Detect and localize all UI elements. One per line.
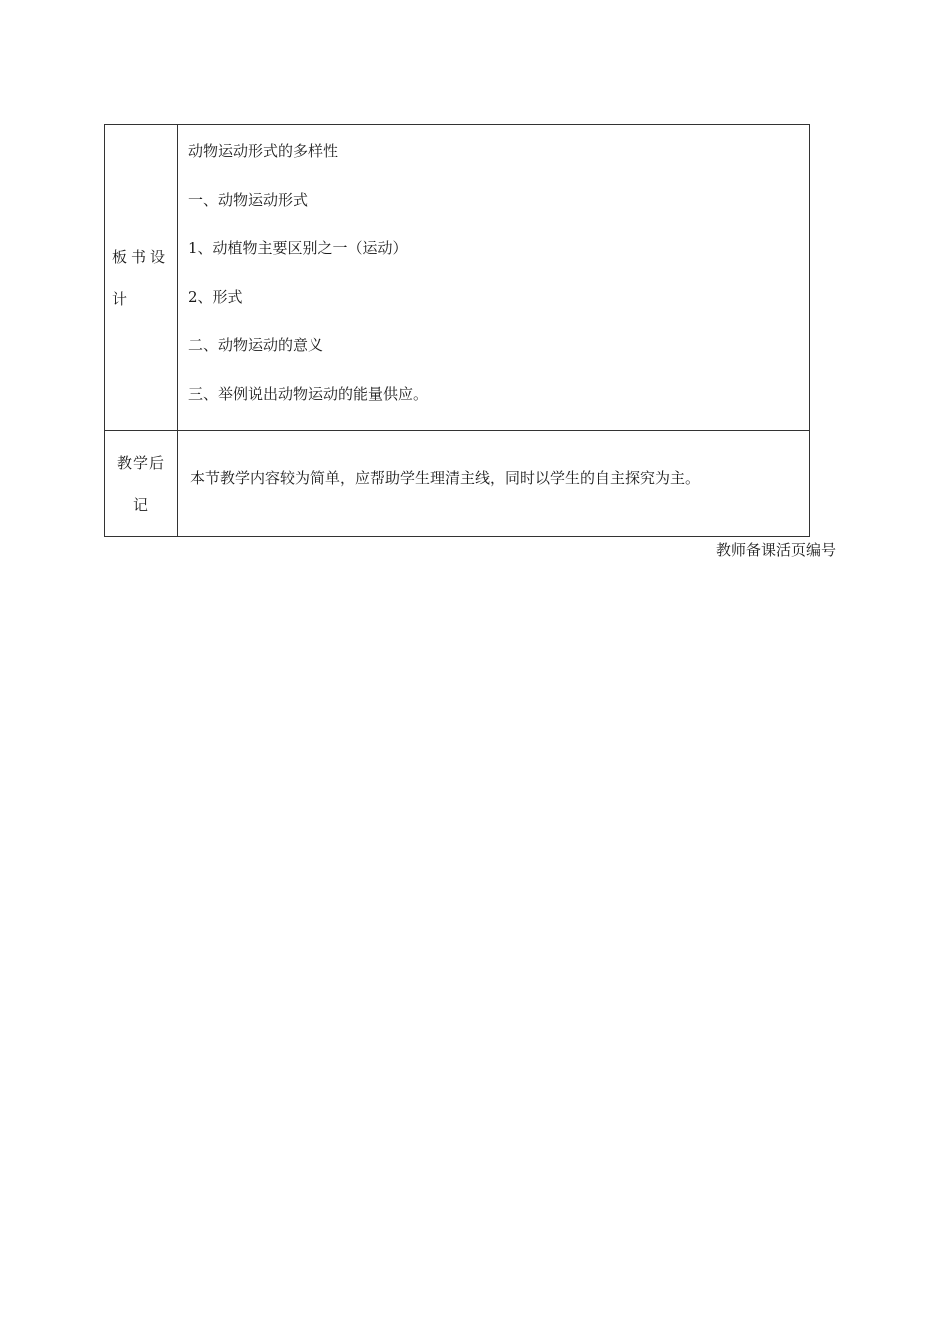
board-design-line: 2、形式 bbox=[188, 287, 243, 306]
post-lesson-notes-text: 本节教学内容较为简单，应帮助学生理清主线，同时以学生的自主探究为主。 bbox=[190, 468, 701, 487]
board-design-line: 二、动物运动的意义 bbox=[188, 336, 324, 354]
board-design-line: 三、举例说出动物运动的能量供应。 bbox=[188, 384, 429, 403]
post-lesson-notes-label-cell bbox=[105, 431, 178, 537]
board-design-content-cell bbox=[178, 125, 810, 431]
post-lesson-notes-label: 教学后记 bbox=[116, 453, 165, 514]
board-design-title: 动物运动形式的多样性 bbox=[188, 142, 339, 160]
board-design-label-cell bbox=[105, 125, 178, 431]
board-design-label: 板书设计 bbox=[112, 247, 170, 308]
page-number-label: 教师备课活页编号 bbox=[715, 541, 836, 559]
post-lesson-notes-row bbox=[105, 431, 810, 537]
board-design-line: 一、动物运动形式 bbox=[188, 190, 309, 209]
post-lesson-notes-content-cell bbox=[178, 431, 810, 537]
lesson-plan-table bbox=[104, 124, 810, 537]
board-design-lines bbox=[178, 125, 809, 430]
board-design-line: 1、动植物主要区别之一（运动） bbox=[188, 239, 408, 257]
board-design-row bbox=[105, 125, 810, 431]
